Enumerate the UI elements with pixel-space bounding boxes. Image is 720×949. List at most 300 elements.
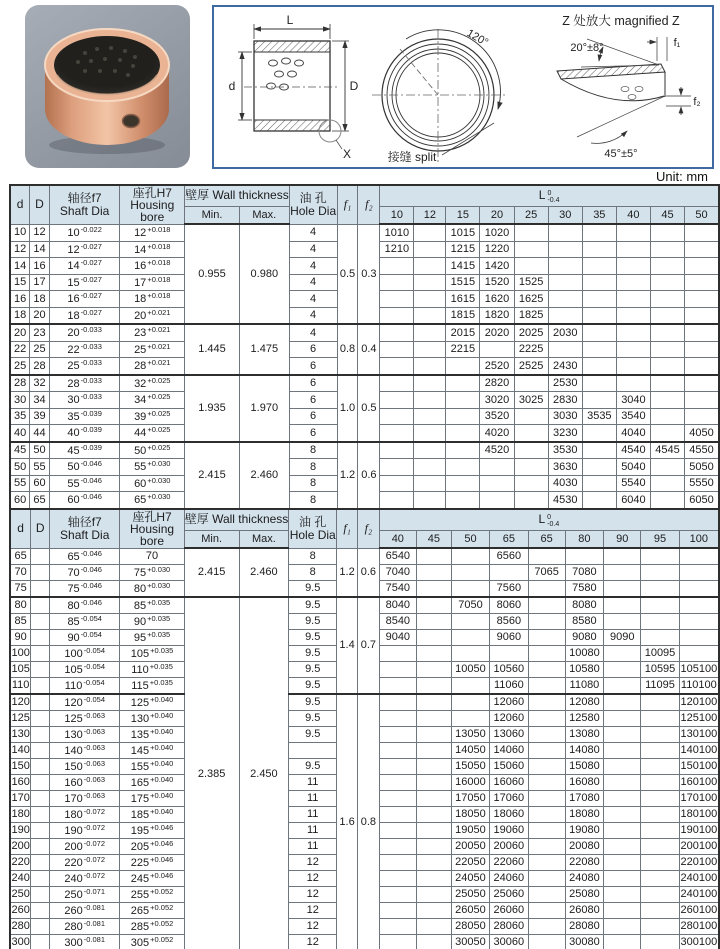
part-number-L50 bbox=[685, 224, 719, 241]
part-number-L12 bbox=[414, 392, 446, 409]
f1-value: 0.8 bbox=[337, 324, 358, 375]
part-number-L50: 5550 bbox=[685, 475, 719, 492]
part-number-L45 bbox=[416, 935, 451, 949]
hole-dia-value: 4 bbox=[289, 274, 337, 291]
hole-dia-value: 8 bbox=[289, 459, 337, 476]
part-number-L20: 3020 bbox=[480, 392, 514, 409]
part-number-L50: 15050 bbox=[451, 759, 489, 775]
part-number-L65: 17060 bbox=[490, 791, 528, 807]
col-header-wall-thickness: 壁厚 Wall thickness bbox=[185, 185, 290, 207]
part-number-L10 bbox=[380, 341, 414, 358]
part-number-L45 bbox=[416, 630, 451, 646]
part-number-L15: 1515 bbox=[446, 274, 480, 291]
part-number-L30 bbox=[548, 241, 582, 258]
part-number-L80: 13080 bbox=[565, 727, 603, 743]
housing-bore-value: $14^{+0.018}$ bbox=[120, 241, 185, 258]
D-value bbox=[31, 887, 50, 903]
part-number-L65 bbox=[490, 646, 528, 662]
housing-bore-value: $44^{+0.025}$ bbox=[120, 425, 185, 442]
part-number-L50 bbox=[451, 614, 489, 630]
part-number-L100: 160100 bbox=[679, 775, 719, 791]
part-number-L35: 3535 bbox=[582, 408, 616, 425]
part-number-L80: 10080 bbox=[565, 646, 603, 662]
part-number-L95 bbox=[641, 630, 679, 646]
part-number-L40: 7540 bbox=[379, 581, 416, 598]
part-number-L65 bbox=[528, 614, 565, 630]
part-number-L40 bbox=[616, 307, 650, 324]
technical-drawing-panel bbox=[212, 5, 714, 169]
shaft-dia-value: $105^{-0.054}$ bbox=[50, 662, 120, 678]
part-number-L95: 10095 bbox=[641, 646, 679, 662]
shaft-dia-value: $30^{-0.033}$ bbox=[49, 392, 120, 409]
d-value: 22 bbox=[10, 341, 30, 358]
part-number-L10 bbox=[380, 425, 414, 442]
part-number-L100: 150100 bbox=[679, 759, 719, 775]
part-number-L45 bbox=[416, 565, 451, 581]
part-number-L30: 3530 bbox=[548, 442, 582, 459]
hole-dia-value: 6 bbox=[289, 341, 337, 358]
part-number-L50: 4050 bbox=[685, 425, 719, 442]
housing-bore-value: $55^{+0.030}$ bbox=[120, 459, 185, 476]
col-header-L-100-8: 100 bbox=[679, 531, 719, 549]
part-number-L65: 14060 bbox=[490, 743, 528, 759]
part-number-L90 bbox=[604, 711, 641, 727]
shaft-dia-value: $16^{-0.027}$ bbox=[49, 291, 120, 308]
hole-dia-value: 12 bbox=[289, 935, 337, 949]
part-number-L90 bbox=[604, 775, 641, 791]
part-number-L100: 105100 bbox=[679, 662, 719, 678]
part-number-L80: 17080 bbox=[565, 791, 603, 807]
part-number-L40: 8040 bbox=[379, 597, 416, 614]
col-header-L-45-8: 45 bbox=[650, 207, 684, 225]
col-header-hole-dia: 油 孔 Hole Dia bbox=[289, 185, 337, 224]
hole-dia-value: 8 bbox=[289, 475, 337, 492]
d-value: 15 bbox=[10, 274, 30, 291]
hole-dia-value: 9.5 bbox=[289, 694, 337, 711]
part-number-L35 bbox=[582, 425, 616, 442]
housing-bore-value: $125^{+0.040}$ bbox=[120, 694, 184, 711]
part-number-L20: 4020 bbox=[480, 425, 514, 442]
part-number-L90: 9090 bbox=[604, 630, 641, 646]
part-number-L35 bbox=[582, 307, 616, 324]
part-number-L65: 18060 bbox=[490, 807, 528, 823]
part-number-L12 bbox=[414, 291, 446, 308]
part-number-L95 bbox=[641, 871, 679, 887]
hole-dia-value: 11 bbox=[289, 791, 337, 807]
part-number-L40: 3540 bbox=[616, 408, 650, 425]
part-number-L90 bbox=[604, 855, 641, 871]
part-number-L30 bbox=[548, 274, 582, 291]
f2-value: 0.4 bbox=[358, 324, 380, 375]
part-number-L10 bbox=[380, 492, 414, 509]
part-number-L40 bbox=[379, 839, 416, 855]
d-value: 85 bbox=[10, 614, 31, 630]
shaft-dia-value: $40^{-0.039}$ bbox=[49, 425, 120, 442]
part-number-L20: 3520 bbox=[480, 408, 514, 425]
part-number-L30 bbox=[548, 258, 582, 275]
part-number-L45 bbox=[416, 743, 451, 759]
part-number-L35 bbox=[582, 358, 616, 375]
D-value bbox=[31, 565, 50, 581]
part-number-L95 bbox=[641, 581, 679, 598]
dim-d-label: d bbox=[228, 79, 236, 93]
part-number-L20: 1020 bbox=[480, 224, 514, 241]
D-value bbox=[31, 597, 50, 614]
housing-bore-value: $16^{+0.018}$ bbox=[120, 258, 185, 275]
part-number-L35 bbox=[582, 341, 616, 358]
part-number-L45 bbox=[416, 597, 451, 614]
col-header-max: Max. bbox=[239, 531, 289, 549]
part-number-L40 bbox=[379, 743, 416, 759]
bushing-photo-image bbox=[25, 5, 190, 168]
d-value: 130 bbox=[10, 727, 31, 743]
part-number-L40 bbox=[379, 807, 416, 823]
magnified-title: Z 处放大 magnified Z bbox=[562, 14, 680, 28]
part-number-L40 bbox=[379, 711, 416, 727]
hole-dia-value: 6 bbox=[289, 358, 337, 375]
d-value: 120 bbox=[10, 694, 31, 711]
part-number-L65: 13060 bbox=[490, 727, 528, 743]
part-number-L10 bbox=[380, 392, 414, 409]
hole-dia-value: 9.5 bbox=[289, 711, 337, 727]
col-header-f1: f₁ bbox=[337, 185, 358, 224]
part-number-L25 bbox=[514, 475, 548, 492]
part-number-L80: 7080 bbox=[565, 565, 603, 581]
part-number-L10 bbox=[380, 459, 414, 476]
hole-dia-value: 9.5 bbox=[289, 581, 337, 598]
part-number-L80: 9080 bbox=[565, 630, 603, 646]
D-value: 55 bbox=[30, 459, 50, 476]
part-number-L10 bbox=[380, 324, 414, 341]
part-number-L15 bbox=[446, 358, 480, 375]
D-value bbox=[31, 791, 50, 807]
part-number-L95 bbox=[641, 935, 679, 949]
part-number-L35 bbox=[582, 492, 616, 509]
split-label: 接缝 split bbox=[387, 150, 437, 164]
shaft-dia-value: $170^{-0.063}$ bbox=[50, 791, 120, 807]
hole-dia-value: 6 bbox=[289, 392, 337, 409]
part-number-L40 bbox=[379, 694, 416, 711]
col-header-d: d bbox=[10, 185, 30, 224]
part-number-L95 bbox=[641, 597, 679, 614]
part-number-L65: 10560 bbox=[490, 662, 528, 678]
col-header-L-50-9: 50 bbox=[685, 207, 719, 225]
part-number-L40 bbox=[616, 224, 650, 241]
shaft-dia-value: $260^{-0.081}$ bbox=[50, 903, 120, 919]
part-number-L35 bbox=[582, 291, 616, 308]
part-number-L90 bbox=[604, 791, 641, 807]
housing-bore-value: $185^{+0.040}$ bbox=[120, 807, 184, 823]
shaft-dia-value: $25^{-0.033}$ bbox=[49, 358, 120, 375]
shaft-dia-value: $65^{-0.046}$ bbox=[50, 548, 120, 565]
part-number-L12 bbox=[414, 492, 446, 509]
part-number-L65: 19060 bbox=[490, 823, 528, 839]
part-number-L100: 120100 bbox=[679, 694, 719, 711]
part-number-L100 bbox=[679, 597, 719, 614]
D-value bbox=[31, 678, 50, 695]
d-value: 20 bbox=[10, 324, 30, 341]
angle-45-label: 45°±5° bbox=[604, 148, 638, 160]
part-number-L45 bbox=[416, 727, 451, 743]
f1-value: 1.6 bbox=[337, 694, 358, 949]
part-number-L35 bbox=[582, 392, 616, 409]
wall-min-value: 0.955 bbox=[185, 224, 240, 324]
size-table-large-diameters bbox=[9, 508, 720, 949]
part-number-L65 bbox=[528, 919, 565, 935]
housing-bore-value: $25^{+0.021}$ bbox=[120, 341, 185, 358]
part-number-L40 bbox=[616, 274, 650, 291]
part-number-L80: 20080 bbox=[565, 839, 603, 855]
part-number-L45 bbox=[650, 224, 684, 241]
part-number-L65 bbox=[528, 807, 565, 823]
wall-max-value: 2.460 bbox=[239, 442, 289, 509]
part-number-L45 bbox=[650, 258, 684, 275]
part-number-L30 bbox=[548, 307, 582, 324]
housing-bore-value: $28^{+0.021}$ bbox=[120, 358, 185, 375]
d-value: 55 bbox=[10, 475, 30, 492]
part-number-L40 bbox=[379, 887, 416, 903]
part-number-L65 bbox=[528, 791, 565, 807]
part-number-L25 bbox=[514, 258, 548, 275]
part-number-L80: 28080 bbox=[565, 919, 603, 935]
part-number-L95 bbox=[641, 855, 679, 871]
size-row-d45 bbox=[10, 442, 719, 459]
D-value bbox=[31, 935, 50, 949]
shaft-dia-value: $130^{-0.063}$ bbox=[50, 727, 120, 743]
part-number-L90 bbox=[604, 919, 641, 935]
d-value: 18 bbox=[10, 307, 30, 324]
d-value: 50 bbox=[10, 459, 30, 476]
D-value: 34 bbox=[30, 392, 50, 409]
part-number-L100: 125100 bbox=[679, 711, 719, 727]
col-header-L-80-5: 80 bbox=[565, 531, 603, 549]
part-number-L35 bbox=[582, 224, 616, 241]
part-number-L40 bbox=[379, 823, 416, 839]
part-number-L12 bbox=[414, 475, 446, 492]
housing-bore-value: $205^{+0.046}$ bbox=[120, 839, 184, 855]
product-photo bbox=[25, 5, 190, 168]
D-value bbox=[31, 775, 50, 791]
magnified-detail-drawing bbox=[529, 9, 709, 167]
d-value: 75 bbox=[10, 581, 31, 598]
part-number-L65 bbox=[528, 630, 565, 646]
part-number-L90 bbox=[604, 581, 641, 598]
part-number-L95 bbox=[641, 839, 679, 855]
part-number-L50: 6050 bbox=[685, 492, 719, 509]
part-number-L40 bbox=[379, 903, 416, 919]
part-number-L90 bbox=[604, 743, 641, 759]
housing-bore-value: $75^{+0.030}$ bbox=[120, 565, 184, 581]
shaft-dia-value: $22^{-0.033}$ bbox=[49, 341, 120, 358]
housing-bore-value: $305^{+0.052}$ bbox=[120, 935, 184, 949]
detail-mark-label: X bbox=[342, 147, 352, 161]
hole-dia-value: 8 bbox=[289, 565, 337, 581]
D-value: 16 bbox=[30, 258, 50, 275]
part-number-L40 bbox=[616, 258, 650, 275]
part-number-L12 bbox=[414, 459, 446, 476]
part-number-L45 bbox=[416, 791, 451, 807]
col-header-L-15-2: 15 bbox=[446, 207, 480, 225]
part-number-L30: 2530 bbox=[548, 375, 582, 392]
part-number-L10 bbox=[380, 307, 414, 324]
part-number-L25 bbox=[514, 442, 548, 459]
housing-bore-value: $95^{+0.035}$ bbox=[120, 630, 184, 646]
d-value: 170 bbox=[10, 791, 31, 807]
shaft-dia-value: $85^{-0.054}$ bbox=[50, 614, 120, 630]
part-number-L90 bbox=[604, 614, 641, 630]
part-number-L30: 2830 bbox=[548, 392, 582, 409]
part-number-L25: 2225 bbox=[514, 341, 548, 358]
D-value bbox=[31, 630, 50, 646]
size-row-d65 bbox=[10, 548, 719, 565]
part-number-L95 bbox=[641, 775, 679, 791]
hole-dia-value: 12 bbox=[289, 903, 337, 919]
part-number-L40 bbox=[379, 791, 416, 807]
part-number-L90 bbox=[604, 727, 641, 743]
part-number-L80: 22080 bbox=[565, 855, 603, 871]
part-number-L65 bbox=[528, 935, 565, 949]
part-number-L25: 2025 bbox=[514, 324, 548, 341]
part-number-L65 bbox=[528, 759, 565, 775]
col-header-d: d bbox=[10, 509, 31, 548]
part-number-L100 bbox=[679, 581, 719, 598]
housing-bore-value: $175^{+0.040}$ bbox=[120, 791, 184, 807]
part-number-L45 bbox=[416, 548, 451, 565]
d-value: 110 bbox=[10, 678, 31, 695]
part-number-L65 bbox=[528, 711, 565, 727]
col-header-housing-bore: 座孔H7 Housing bore bbox=[120, 185, 185, 224]
part-number-L65 bbox=[528, 871, 565, 887]
part-number-L95 bbox=[641, 903, 679, 919]
part-number-L15: 1615 bbox=[446, 291, 480, 308]
part-number-L65 bbox=[528, 548, 565, 565]
shaft-dia-value: $10^{-0.022}$ bbox=[49, 224, 120, 241]
hole-dia-value: 12 bbox=[289, 919, 337, 935]
shaft-dia-value: $220^{-0.072}$ bbox=[50, 855, 120, 871]
part-number-L65: 11060 bbox=[490, 678, 528, 695]
part-number-L65 bbox=[528, 662, 565, 678]
part-number-L65 bbox=[528, 743, 565, 759]
D-value: 32 bbox=[30, 375, 50, 392]
part-number-L40 bbox=[379, 727, 416, 743]
housing-bore-value: $265^{+0.052}$ bbox=[120, 903, 184, 919]
part-number-L25: 2525 bbox=[514, 358, 548, 375]
part-number-L30: 3630 bbox=[548, 459, 582, 476]
part-number-L45 bbox=[650, 475, 684, 492]
part-number-L95 bbox=[641, 565, 679, 581]
part-number-L50: 30050 bbox=[451, 935, 489, 949]
d-value: 220 bbox=[10, 855, 31, 871]
part-number-L50: 7050 bbox=[451, 597, 489, 614]
d-value: 100 bbox=[10, 646, 31, 662]
part-number-L100 bbox=[679, 630, 719, 646]
part-number-L30 bbox=[548, 224, 582, 241]
wall-max-value: 1.475 bbox=[239, 324, 289, 375]
part-number-L12 bbox=[414, 324, 446, 341]
part-number-L100 bbox=[679, 646, 719, 662]
part-number-L35 bbox=[582, 442, 616, 459]
part-number-L20: 1620 bbox=[480, 291, 514, 308]
part-number-L40: 9040 bbox=[379, 630, 416, 646]
part-number-L20: 2020 bbox=[480, 324, 514, 341]
part-number-L50 bbox=[685, 358, 719, 375]
col-header-L-40-7: 40 bbox=[616, 207, 650, 225]
f2-value: 0.5 bbox=[358, 375, 380, 442]
col-header-L-40-0: 40 bbox=[379, 531, 416, 549]
D-value: 23 bbox=[30, 324, 50, 341]
D-value: 17 bbox=[30, 274, 50, 291]
d-value: 90 bbox=[10, 630, 31, 646]
part-number-L100: 260100 bbox=[679, 903, 719, 919]
part-number-L65 bbox=[528, 887, 565, 903]
part-number-L50 bbox=[451, 630, 489, 646]
housing-bore-value: $110^{+0.035}$ bbox=[120, 662, 184, 678]
part-number-L15: 1215 bbox=[446, 241, 480, 258]
part-number-L90 bbox=[604, 871, 641, 887]
wall-min-value: 2.415 bbox=[185, 442, 240, 509]
wall-max-value: 1.970 bbox=[239, 375, 289, 442]
part-number-L95 bbox=[641, 548, 679, 565]
part-number-L35 bbox=[582, 241, 616, 258]
part-number-L50: 25050 bbox=[451, 887, 489, 903]
part-number-L45 bbox=[650, 291, 684, 308]
housing-bore-value: $130^{+0.040}$ bbox=[120, 711, 184, 727]
D-value: 50 bbox=[30, 442, 50, 459]
shaft-dia-value: $125^{-0.063}$ bbox=[50, 711, 120, 727]
shaft-dia-value: $300^{-0.081}$ bbox=[50, 935, 120, 949]
part-number-L80: 24080 bbox=[565, 871, 603, 887]
shaft-dia-value: $20^{-0.033}$ bbox=[49, 324, 120, 341]
hole-dia-value: 11 bbox=[289, 807, 337, 823]
part-number-L40 bbox=[616, 241, 650, 258]
col-header-f2: f₂ bbox=[358, 185, 380, 224]
hole-dia-value: 9.5 bbox=[289, 727, 337, 743]
part-number-L50 bbox=[685, 307, 719, 324]
D-value: 44 bbox=[30, 425, 50, 442]
part-number-L100: 190100 bbox=[679, 823, 719, 839]
part-number-L30: 2030 bbox=[548, 324, 582, 341]
col-header-max: Max. bbox=[239, 207, 289, 225]
part-number-L65: 28060 bbox=[490, 919, 528, 935]
part-number-L35 bbox=[582, 475, 616, 492]
part-number-L40 bbox=[379, 855, 416, 871]
shaft-dia-value: $55^{-0.046}$ bbox=[49, 475, 120, 492]
part-number-L35 bbox=[582, 459, 616, 476]
housing-bore-value: $50^{+0.025}$ bbox=[120, 442, 185, 459]
col-header-min: Min. bbox=[185, 207, 240, 225]
part-number-L100: 140100 bbox=[679, 743, 719, 759]
D-value bbox=[31, 614, 50, 630]
f2-value: 0.8 bbox=[358, 694, 380, 949]
part-number-L10 bbox=[380, 442, 414, 459]
wall-max-value: 2.450 bbox=[239, 597, 289, 949]
part-number-L65 bbox=[528, 597, 565, 614]
part-number-L90 bbox=[604, 597, 641, 614]
part-number-L40 bbox=[379, 759, 416, 775]
hole-dia-value: 9.5 bbox=[289, 678, 337, 695]
part-number-L45 bbox=[416, 646, 451, 662]
section-view-drawing bbox=[224, 11, 359, 163]
part-number-L45 bbox=[650, 408, 684, 425]
part-number-L30 bbox=[548, 341, 582, 358]
housing-bore-value: $12^{+0.018}$ bbox=[120, 224, 185, 241]
wall-max-value: 0.980 bbox=[239, 224, 289, 324]
part-number-L45 bbox=[650, 324, 684, 341]
part-number-L90 bbox=[604, 646, 641, 662]
part-number-L45 bbox=[650, 307, 684, 324]
part-number-L65: 7065 bbox=[528, 565, 565, 581]
part-number-L15 bbox=[446, 408, 480, 425]
